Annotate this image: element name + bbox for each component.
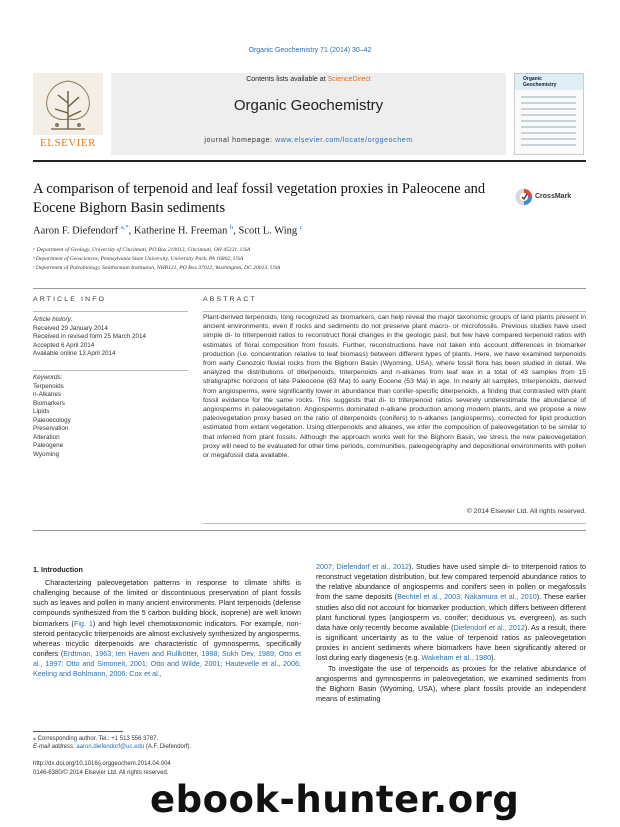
- homepage-prefix: journal homepage:: [204, 137, 273, 144]
- intro-text: ) and high level chemotaxonomic indicators. For example, non-steroid pentacyclic triterpenoids are almost exclusively synthesized by angiosperms, whereas tricyclic diterpenoids are characteristic of gymnosperms, specifically conifers (: [33, 618, 301, 659]
- body-column-left: [33, 578, 301, 680]
- keyword-item: Terpenoids: [33, 382, 64, 390]
- homepage-link[interactable]: www.elsevier.com/locate/orggeochem: [275, 137, 413, 144]
- email-note: [33, 744, 301, 750]
- figure-1-link[interactable]: Fig. 1: [73, 618, 93, 628]
- journal-masthead: [111, 73, 506, 155]
- journal-title: Organic Geochemistry: [233, 97, 384, 114]
- article-info-heading: ARTICLE INFO: [33, 296, 107, 303]
- abstract-heading: ABSTRACT: [203, 296, 257, 303]
- abstract-copyright: © 2014 Elsevier Ltd. All rights reserved.: [466, 508, 586, 515]
- citation-link[interactable]: Erdtman, 1963; ten Haven and Rullkötter, 1988; Sukh Dev, 1989; Otto et al., 1997; Otto and Simoneit, 2001; Otto and Wilde, 2001; Hautevelle et al., 2006; Keeling and Bohlmann, 2006; Cox et al.,: [33, 649, 301, 679]
- body-rule: [33, 530, 586, 531]
- journal-cover-thumbnail[interactable]: [514, 73, 584, 155]
- keyword-item: Wyoming: [33, 450, 60, 458]
- crossmark-label: CrossMark: [535, 193, 572, 200]
- article-title: A comparison of terpenoid and leaf fossil vegetation proxies in Paleocene and Eocene Bighorn Basin sediments: [33, 181, 486, 216]
- sciencedirect-link[interactable]: ScienceDirect: [327, 76, 371, 83]
- author-3-affiliation-link[interactable]: c: [299, 224, 303, 231]
- crossmark-icon: [515, 188, 533, 206]
- corresponding-author-note: ⁎ Corresponding author. Tel.: +1 513 556 3787.: [33, 736, 159, 742]
- author-2-separator: ,: [233, 225, 239, 237]
- affiliation-c: ᶜ Department of Paleobiology, Smithsonian Institution, NHB121, PO Box 37012, Washington, DC 20013, USA: [33, 265, 281, 271]
- cover-decoration: [521, 96, 576, 150]
- intro-text: ).: [491, 653, 496, 663]
- intro-text: ). Studies have used simple di- to triterpenoid ratios to reconstruct vegetation distribution, but few compared terpenoid abundance ratios to the relative abundance of angiosperms and conifers seen in pollen or megafossils from the same deposits (: [316, 562, 586, 602]
- keyword-item: n-Alkanes: [33, 391, 62, 398]
- email-label: E-mail address:: [33, 744, 75, 750]
- author-2-name: Katherine H. Freeman: [133, 225, 228, 237]
- footnote-rule: [33, 731, 123, 732]
- cover-title-line-2: Geochemistry: [523, 81, 557, 88]
- affiliation-rule: [33, 288, 586, 289]
- keyword-item: Lipids: [33, 408, 50, 415]
- article-history: [33, 316, 193, 359]
- intro-paragraph-1: [33, 578, 301, 680]
- journal-homepage: [111, 137, 506, 144]
- author-3-name: Scott L. Wing: [238, 225, 298, 237]
- intro-text: ). These earlier studies also did not account for biomarker production, which differs between different plant functional types (angiosperm vs. conifer; deciduous vs. evergreen), as such data have only recently become available (: [316, 592, 586, 632]
- citation-link[interactable]: Wakeham et al., 1980: [421, 653, 492, 663]
- elsevier-logo: [33, 73, 103, 151]
- article-history-label: Article history:: [33, 316, 73, 323]
- keyword-item: Preservation: [33, 425, 69, 432]
- contents-prefix: Contents lists available at: [246, 76, 326, 83]
- history-online: Available online 13 April 2014: [33, 350, 116, 357]
- journal-header: [33, 73, 586, 155]
- elsevier-tree-icon: [33, 73, 103, 135]
- author-1-name: Aaron F. Diefendorf: [33, 225, 119, 237]
- author-1-affiliation-link[interactable]: a,*: [120, 224, 129, 231]
- keyword-item: Paleogene: [33, 442, 64, 449]
- intro-text: ). As a result, there is significant uncertainty as to the value of terpenoid ratios as paleovegetation proxies in ancient sediments where biomarkers have been significantly altered or lost during early diagenesis (e.g.: [316, 622, 586, 663]
- keywords: [33, 374, 193, 459]
- author-1-separator: ,: [128, 225, 134, 237]
- cover-title: [523, 77, 556, 88]
- history-accepted: Accepted 6 April 2014: [33, 341, 95, 349]
- intro-paragraph-1-continued: [316, 562, 586, 664]
- watermark: ebook-hunter.org: [150, 778, 520, 821]
- intro-text: Characterizing paleovegetation patterns in response to climate shifts is challenging because of the limited or discontinuous preservation of plant fossils such as leaves and pollen in many ancient environments. Plant terpenoids (defense compounds synthesized from the 5 carbon building block, isoprene) are well known biomarkers (: [33, 578, 301, 628]
- header-rule: [33, 160, 586, 162]
- intro-paragraph-2: To investigate the use of terpenoids as proxies for the relative abundance of angiosperms and gymnosperms in paleovegetation, we examined sediments from the Bighorn Basin (Wyoming, USA), where plant fossils provide an independent means of estimating: [316, 663, 586, 704]
- abstract-text: Plant-derived terpenoids, long recognized as biomarkers, can help reveal the major taxonomic groups of land plants present in ancient environments, even if rocks and sediments do not preserve plant macro- or microfossils. Previous studies have used simple di- to triterpenoid ratios to reconstruct floral changes in the geologic past, but few have compared terpenoid ratios with estimates of floral composition from fossils. Further, reconstructions have not taken into account differences in biomarker production (i.e. concentration relative to leaf biomass) between different types of plants. Here, we have examined terpenoids from early Cenozoic fluvial rocks from the Bighorn Basin (Wyoming, USA), where fossil flora has been studied in detail. We analyzed the distributions of diterpenoids, triterpenoids and n-alkanes from leaf wax in a total of 43 samples from 15 stratigraphic horizons of late Paleocene (63 Ma) to early Eocene (53 Ma) in age. In nearly all samples, triterpenoids, derived from angiosperms, were significantly lower in abundance than conifer-specific diterpenoids, a finding that contrasted with plant fossil evidence for the same rocks. This suggests that di- to triterpenoid ratios severely underestimate the abundance of angiosperms in paleovegetation. Angiosperms dominated n-alkane production among modern plants, and we propose a new paleovegetation proxy based on the ratio of diterpenoids (conifers) to n-alkanes (angiosperms), corrected for lipid production estimated from extant vegetation. Using diterpenoids and alkanes, we infer the composition of paleovegetation to be similar to that inferred from plant fossils. Although the approach works well for the Bighorn Basin, we stress the new paleovegetation proxy will need to be evaluated for other time periods, communities, paleogeography and depositional environments with pollen or megafossil data available.: [203, 314, 586, 460]
- citation-link[interactable]: Bechtel et al., 2003; Nakamura et al., 2010: [397, 592, 537, 602]
- affiliation-a: ᵃ Department of Geology, University of Cincinnati, PO Box 210013, Cincinnati, OH 45221, USA: [33, 247, 251, 253]
- keywords-rule: [33, 370, 188, 371]
- keyword-item: Paleoecology: [33, 416, 71, 424]
- email-link[interactable]: aaron.diefendorf@uc.edu: [76, 744, 145, 750]
- body-column-right: [316, 562, 586, 704]
- cover-title-line-1: Organic: [523, 76, 542, 82]
- history-received: Received 29 January 2014: [33, 324, 108, 332]
- contents-line: [111, 76, 506, 83]
- issn-copyright: 0146-6380/© 2014 Elsevier Ltd. All rights reserved.: [33, 770, 169, 776]
- abstract-bottom-rule: [203, 523, 586, 524]
- article-info-rule: [33, 311, 188, 312]
- keyword-item: Alteration: [33, 433, 60, 441]
- author-list: [33, 224, 573, 237]
- history-revised: Received in revised form 25 March 2014: [33, 333, 147, 340]
- abstract-rule: [203, 311, 586, 312]
- keyword-item: Biomarkers: [33, 399, 65, 407]
- citation-link[interactable]: 2007; Diefendorf et al., 2012: [316, 562, 410, 571]
- crossmark-button[interactable]: [515, 188, 585, 208]
- citation-link[interactable]: Diefendorf et al., 2012: [453, 622, 525, 632]
- elsevier-wordmark: ELSEVIER: [40, 137, 96, 149]
- introduction-heading: 1. Introduction: [33, 565, 83, 574]
- keywords-label: Keywords:: [33, 374, 63, 381]
- journal-reference[interactable]: Organic Geochemistry 71 (2014) 30–42: [248, 47, 372, 54]
- author-2-affiliation-link[interactable]: b: [230, 224, 234, 231]
- affiliation-b: ᵇ Department of Geosciences, Pennsylvania State University, University Park, PA 16802, USA: [33, 256, 244, 262]
- email-suffix: (A.F. Diefendorf).: [145, 744, 192, 750]
- doi-link[interactable]: http://dx.doi.org/10.1016/j.orggeochem.2014.04.004: [33, 761, 171, 767]
